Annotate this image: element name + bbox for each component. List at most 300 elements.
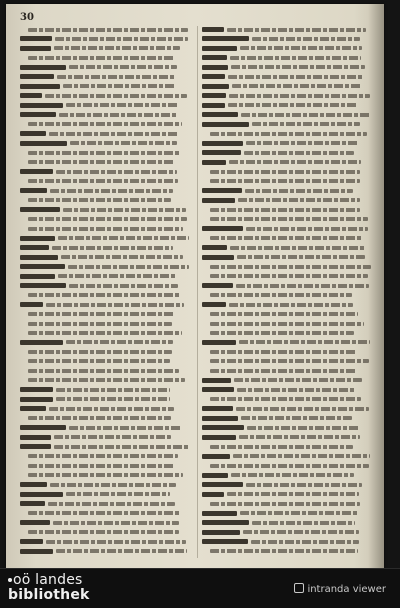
text-line [20, 377, 192, 384]
entry-text-placeholder [210, 322, 364, 326]
text-line [202, 92, 374, 99]
entry-text-placeholder [231, 65, 365, 69]
entry-text-placeholder [28, 179, 178, 183]
text-line [20, 481, 192, 488]
entry-text-placeholder [66, 340, 173, 344]
entry-name-placeholder [202, 416, 238, 421]
entry-name-placeholder [20, 274, 55, 279]
text-line [202, 510, 374, 517]
text-line [20, 519, 192, 526]
entry-name-placeholder [202, 492, 224, 497]
text-line [20, 500, 192, 507]
entry-text-placeholder [28, 322, 172, 326]
text-line [20, 396, 192, 403]
entry-text-placeholder [246, 141, 359, 145]
entry-text-placeholder [229, 303, 353, 307]
text-line [202, 405, 374, 412]
text-line [202, 168, 374, 175]
logo-line-1-text: oö landes [13, 572, 83, 588]
entry-text-placeholder [231, 473, 354, 477]
text-line [202, 500, 374, 507]
entry-text-placeholder [63, 208, 186, 212]
entry-text-placeholder [28, 416, 171, 420]
entry-name-placeholder [20, 397, 53, 402]
text-line [202, 529, 374, 536]
viewer-label[interactable] [294, 583, 386, 595]
entry-name-placeholder [20, 236, 55, 241]
page-number: 30 [20, 12, 34, 23]
text-line [20, 159, 192, 166]
text-line [20, 197, 192, 204]
logo-line-2: bibliothek [8, 587, 90, 603]
entry-text-placeholder [58, 274, 177, 278]
text-line [20, 168, 192, 175]
text-line [20, 73, 192, 80]
text-line [20, 491, 192, 498]
text-line [20, 358, 192, 365]
text-line [20, 301, 192, 308]
entry-text-placeholder [246, 227, 368, 231]
entry-name-placeholder [202, 340, 236, 345]
entry-text-placeholder [239, 340, 370, 344]
text-line [202, 339, 374, 346]
text-line [202, 54, 374, 61]
text-line [202, 311, 374, 318]
text-line [20, 472, 192, 479]
text-line [202, 491, 374, 498]
entry-name-placeholder [202, 454, 230, 459]
entry-name-placeholder [202, 160, 226, 165]
text-line [202, 45, 374, 52]
text-line [20, 320, 192, 327]
entry-text-placeholder [28, 473, 183, 477]
text-line [20, 273, 192, 280]
entry-text-placeholder [227, 28, 366, 32]
text-line [20, 206, 192, 213]
text-line [202, 434, 374, 441]
entry-text-placeholder [56, 549, 187, 553]
entry-text-placeholder [243, 530, 359, 534]
page-edge-shadow [368, 4, 384, 568]
entry-text-placeholder [50, 483, 176, 487]
entry-name-placeholder [20, 340, 63, 345]
text-line [20, 26, 192, 33]
entry-text-placeholder [58, 236, 189, 240]
entry-text-placeholder [54, 445, 189, 449]
entry-text-placeholder [210, 132, 367, 136]
entry-text-placeholder [237, 388, 355, 392]
text-line [202, 292, 374, 299]
entry-text-placeholder [69, 65, 177, 69]
entry-name-placeholder [20, 207, 60, 212]
entry-text-placeholder [229, 94, 370, 98]
text-line [20, 35, 192, 42]
entry-text-placeholder [49, 132, 178, 136]
text-line [202, 254, 374, 261]
entry-name-placeholder [202, 36, 249, 41]
entry-text-placeholder [28, 369, 179, 373]
text-line [202, 149, 374, 156]
entry-text-placeholder [210, 170, 360, 174]
entry-name-placeholder [20, 482, 47, 487]
text-line [202, 235, 374, 242]
text-line [202, 244, 374, 251]
text-line [20, 45, 192, 52]
entry-name-placeholder [20, 425, 66, 430]
entry-name-placeholder [20, 93, 42, 98]
entry-text-placeholder [28, 56, 174, 60]
entry-text-placeholder [237, 255, 365, 259]
entry-name-placeholder [202, 530, 240, 535]
entry-text-placeholder [69, 284, 178, 288]
entry-text-placeholder [210, 369, 356, 373]
text-line [20, 510, 192, 517]
entry-text-placeholder [28, 454, 178, 458]
text-line [202, 424, 374, 431]
entry-name-placeholder [20, 141, 67, 146]
entry-name-placeholder [202, 46, 237, 51]
entry-text-placeholder [46, 540, 186, 544]
entry-text-placeholder [28, 122, 182, 126]
entry-text-placeholder [247, 426, 360, 430]
text-line [202, 225, 374, 232]
entry-text-placeholder [54, 435, 171, 439]
text-line [202, 472, 374, 479]
entry-text-placeholder [56, 388, 170, 392]
text-line [202, 396, 374, 403]
entry-text-placeholder [28, 331, 182, 335]
entry-text-placeholder [238, 198, 360, 202]
entry-text-placeholder [210, 350, 356, 354]
entry-name-placeholder [20, 549, 53, 554]
text-line [20, 548, 192, 555]
entry-text-placeholder [69, 426, 181, 430]
entry-name-placeholder [202, 539, 248, 544]
text-line [20, 225, 192, 232]
text-line [20, 235, 192, 242]
text-line [20, 187, 192, 194]
entry-text-placeholder [236, 407, 369, 411]
text-column-right [202, 26, 374, 561]
entry-text-placeholder [210, 445, 353, 449]
entry-text-placeholder [28, 312, 174, 316]
entry-text-placeholder [66, 103, 178, 107]
entry-text-placeholder [252, 122, 360, 126]
entry-text-placeholder [234, 378, 362, 382]
text-line [20, 538, 192, 545]
entry-name-placeholder [202, 93, 226, 98]
text-line [20, 424, 192, 431]
entry-text-placeholder [210, 293, 352, 297]
entry-text-placeholder [28, 293, 180, 297]
entry-name-placeholder [202, 150, 241, 155]
text-line [202, 367, 374, 374]
text-line [20, 64, 192, 71]
entry-name-placeholder [202, 425, 244, 430]
text-line [202, 519, 374, 526]
text-line [20, 216, 192, 223]
entry-text-placeholder [53, 521, 179, 525]
text-line [20, 244, 192, 251]
entry-name-placeholder [202, 122, 249, 127]
entry-name-placeholder [20, 131, 46, 136]
entry-text-placeholder [63, 84, 176, 88]
entry-name-placeholder [20, 435, 51, 440]
text-line [20, 348, 192, 355]
entry-name-placeholder [202, 482, 243, 487]
entry-text-placeholder [252, 37, 360, 41]
entry-text-placeholder [228, 103, 358, 107]
entry-text-placeholder [210, 549, 358, 553]
text-line [202, 187, 374, 194]
entry-text-placeholder [61, 255, 183, 259]
entry-name-placeholder [20, 188, 47, 193]
entry-name-placeholder [202, 198, 235, 203]
entry-text-placeholder [28, 151, 181, 155]
entry-name-placeholder [202, 103, 225, 108]
text-line [20, 529, 192, 536]
entry-name-placeholder [202, 112, 238, 117]
text-line [20, 330, 192, 337]
entry-text-placeholder [210, 217, 368, 221]
text-line [202, 548, 374, 555]
entry-text-placeholder [241, 113, 371, 117]
logo-line-1 [8, 573, 90, 588]
entry-name-placeholder [20, 255, 58, 260]
entry-name-placeholder [202, 245, 227, 250]
text-line [20, 339, 192, 346]
text-line [20, 254, 192, 261]
text-line [20, 367, 192, 374]
entry-text-placeholder [233, 454, 370, 458]
entry-name-placeholder [20, 520, 50, 525]
entry-name-placeholder [202, 74, 225, 79]
entry-text-placeholder [210, 312, 358, 316]
entry-name-placeholder [202, 55, 227, 60]
text-line [20, 178, 192, 185]
text-line [202, 197, 374, 204]
entry-text-placeholder [28, 464, 175, 468]
text-line [202, 26, 374, 33]
text-line [20, 415, 192, 422]
text-line [20, 462, 192, 469]
text-line [202, 377, 374, 384]
entry-name-placeholder [202, 226, 243, 231]
text-line [202, 330, 374, 337]
entry-text-placeholder [70, 141, 177, 145]
entry-text-placeholder [236, 284, 369, 288]
text-line [202, 102, 374, 109]
entry-name-placeholder [20, 444, 51, 449]
text-line [202, 111, 374, 118]
entry-name-placeholder [202, 387, 234, 392]
text-line [202, 415, 374, 422]
text-line [202, 140, 374, 147]
entry-name-placeholder [20, 245, 49, 250]
text-line [202, 159, 374, 166]
text-line [202, 64, 374, 71]
entry-name-placeholder [20, 84, 60, 89]
entry-name-placeholder [202, 520, 249, 525]
text-line [202, 443, 374, 450]
text-line [202, 206, 374, 213]
entry-text-placeholder [68, 265, 189, 269]
entry-name-placeholder [202, 406, 233, 411]
text-line [20, 83, 192, 90]
entry-name-placeholder [202, 188, 242, 193]
text-line [20, 443, 192, 450]
entry-name-placeholder [202, 141, 243, 146]
text-line [202, 83, 374, 90]
text-line [202, 348, 374, 355]
entry-text-placeholder [28, 160, 175, 164]
entry-text-placeholder [28, 198, 171, 202]
text-line [202, 216, 374, 223]
entry-text-placeholder [240, 511, 358, 515]
entry-text-placeholder [28, 378, 185, 382]
text-line [202, 273, 374, 280]
text-line [20, 292, 192, 299]
entry-text-placeholder [28, 217, 187, 221]
entry-text-placeholder [228, 75, 363, 79]
entry-text-placeholder [239, 435, 360, 439]
text-line [20, 149, 192, 156]
entry-text-placeholder [46, 303, 184, 307]
text-line [20, 453, 192, 460]
entry-text-placeholder [48, 502, 175, 506]
entry-name-placeholder [20, 103, 63, 108]
entry-name-placeholder [20, 501, 45, 506]
entry-text-placeholder [50, 189, 173, 193]
text-line [20, 102, 192, 109]
entry-text-placeholder [28, 28, 188, 32]
logo-icon [8, 578, 12, 582]
text-line [202, 320, 374, 327]
entry-text-placeholder [28, 359, 170, 363]
entry-text-placeholder [210, 502, 360, 506]
entry-text-placeholder [240, 46, 362, 50]
entry-text-placeholder [45, 94, 187, 98]
entry-name-placeholder [20, 112, 56, 117]
entry-text-placeholder [210, 265, 371, 269]
entry-text-placeholder [241, 416, 352, 420]
entry-text-placeholder [57, 75, 175, 79]
library-logo[interactable] [8, 573, 90, 603]
entry-text-placeholder [28, 530, 179, 534]
entry-name-placeholder [202, 473, 228, 478]
text-line [20, 405, 192, 412]
entry-text-placeholder [54, 46, 180, 50]
text-line [202, 73, 374, 80]
entry-name-placeholder [20, 283, 66, 288]
entry-name-placeholder [202, 65, 228, 70]
entry-text-placeholder [66, 492, 170, 496]
entry-text-placeholder [210, 236, 363, 240]
entry-text-placeholder [210, 274, 368, 278]
entry-text-placeholder [28, 227, 183, 231]
text-line [202, 358, 374, 365]
text-line [202, 538, 374, 545]
entry-text-placeholder [229, 160, 361, 164]
text-line [20, 282, 192, 289]
text-line [202, 35, 374, 42]
entry-text-placeholder [28, 511, 181, 515]
entry-text-placeholder [210, 359, 369, 363]
text-line [202, 130, 374, 137]
text-line [202, 121, 374, 128]
text-line [20, 54, 192, 61]
entry-name-placeholder [20, 36, 52, 41]
entry-text-placeholder [28, 350, 172, 354]
entry-name-placeholder [20, 264, 65, 269]
text-line [20, 140, 192, 147]
column-divider [197, 26, 198, 558]
entry-name-placeholder [202, 511, 237, 516]
entry-name-placeholder [202, 283, 233, 288]
entry-text-placeholder [210, 179, 360, 183]
entry-text-placeholder [245, 189, 353, 193]
entry-name-placeholder [20, 65, 66, 70]
text-line [202, 481, 374, 488]
entry-name-placeholder [20, 46, 51, 51]
entry-text-placeholder [210, 331, 354, 335]
document-page[interactable] [6, 4, 384, 568]
entry-text-placeholder [246, 483, 362, 487]
entry-text-placeholder [232, 84, 362, 88]
viewer-icon [294, 583, 304, 593]
text-line [20, 111, 192, 118]
text-line [202, 453, 374, 460]
entry-text-placeholder [227, 492, 359, 496]
entry-name-placeholder [202, 27, 224, 32]
entry-text-placeholder [230, 246, 366, 250]
entry-text-placeholder [56, 397, 170, 401]
entry-name-placeholder [20, 74, 54, 79]
viewer-footer [0, 568, 400, 608]
entry-name-placeholder [202, 302, 226, 307]
text-line [20, 386, 192, 393]
text-line [20, 121, 192, 128]
entry-text-placeholder [230, 56, 361, 60]
text-line [20, 434, 192, 441]
entry-name-placeholder [20, 539, 43, 544]
entry-name-placeholder [20, 406, 46, 411]
entry-name-placeholder [202, 435, 236, 440]
text-line [202, 282, 374, 289]
entry-name-placeholder [20, 492, 63, 497]
entry-text-placeholder [56, 170, 177, 174]
entry-name-placeholder [20, 387, 53, 392]
entry-text-placeholder [210, 464, 369, 468]
text-line [202, 386, 374, 393]
entry-text-placeholder [55, 37, 188, 41]
entry-text-placeholder [210, 397, 361, 401]
entry-text-placeholder [244, 151, 354, 155]
text-line [20, 92, 192, 99]
entry-name-placeholder [20, 302, 43, 307]
text-line [202, 462, 374, 469]
text-line [202, 301, 374, 308]
text-line [202, 263, 374, 270]
entry-name-placeholder [20, 169, 53, 174]
entry-text-placeholder [252, 521, 355, 525]
text-line [202, 178, 374, 185]
text-column-left [20, 26, 192, 561]
text-line [20, 263, 192, 270]
text-line [20, 311, 192, 318]
viewer-label-text: intranda viewer [307, 584, 386, 595]
entry-name-placeholder [202, 255, 234, 260]
